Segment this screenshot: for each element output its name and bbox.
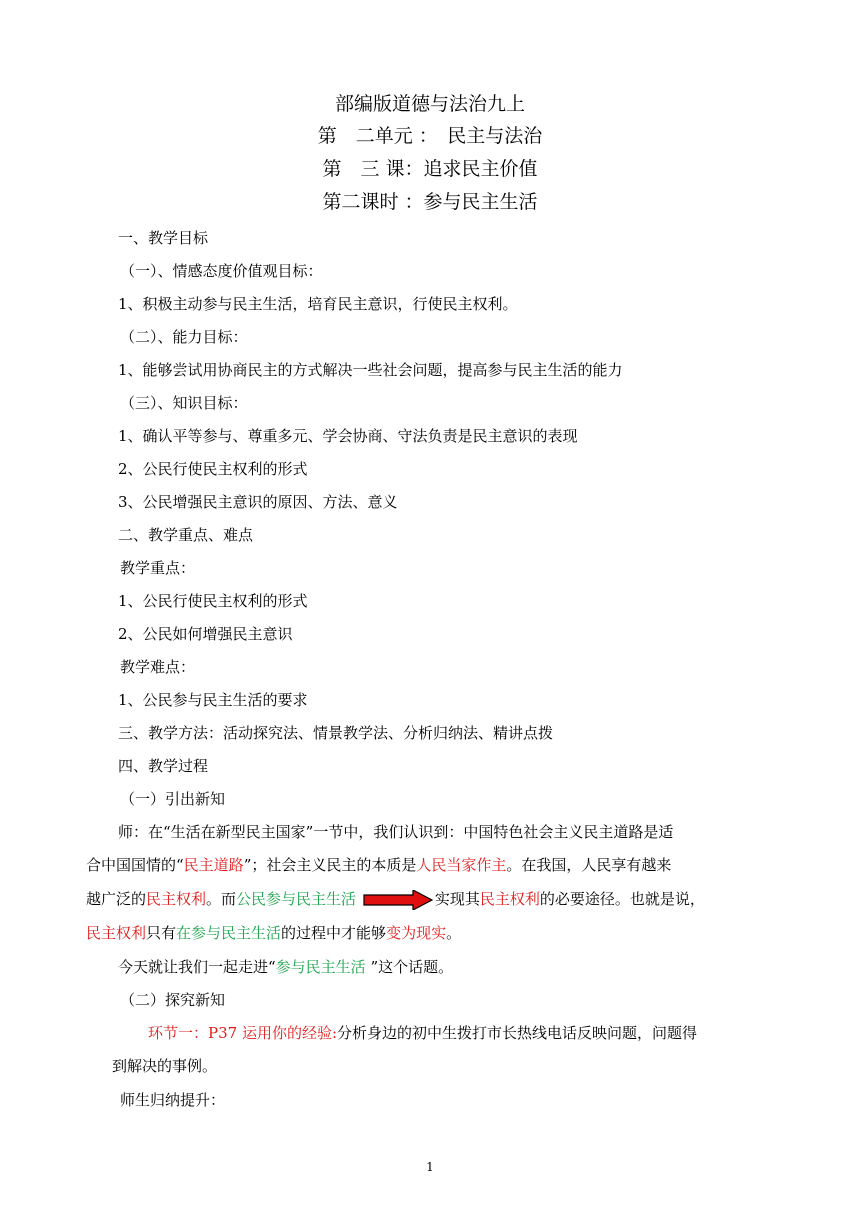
link1-line-1: 环节一：P37 运用你的经验:分析身边的初中生拨打市长热线电话反映问题，问题得 — [148, 1024, 698, 1042]
link1-line-2: 到解决的事例。 — [112, 1057, 218, 1075]
highlight-topic: 参与民主生活 — [275, 958, 366, 976]
doc-title-3: 第 三 课：追求民主价值 — [322, 158, 538, 180]
objective-item-2-1: 1、能够尝试用协商民主的方式解决一些社会问题，提高参与民主生活的能力 — [118, 361, 623, 379]
objective-item-3-1: 1、确认平等参与、尊重多元、学会协商、守法负责是民主意识的表现 — [118, 427, 578, 445]
difficulty-item-1: 1、公民参与民主生活的要求 — [118, 691, 308, 709]
doc-title-1: 部编版道德与法治九上 — [334, 93, 525, 115]
intro-para-line-4: 民主权利只有在参与民主生活的过程中才能够变为现实。 — [86, 924, 462, 942]
highlight-people-master: 人民当家作主 — [416, 856, 507, 874]
doc-title-4: 第二课时 ：参与民主生活 — [322, 191, 538, 213]
objective-sub-1: （一）、情感态度价值观目标： — [120, 262, 323, 280]
intro-para-line-2: 合中国国情的“民主道路”；社会主义民主的本质是人民当家作主。在我国，人民享有越来 — [86, 856, 672, 874]
highlight-democratic-rights: 民主权利 — [146, 890, 207, 908]
focus-item-1: 1、公民行使民主权利的形式 — [118, 592, 308, 610]
doc-title-2: 第 二单元 ： 民主与法治 — [317, 125, 543, 147]
intro-subheading: （一）引出新知 — [120, 790, 226, 808]
highlight-participation-2: 在参与民主生活 — [176, 924, 282, 942]
highlight-democracy-road: 民主道路 — [183, 856, 244, 874]
highlight-democratic-rights-2: 民主权利 — [479, 890, 540, 908]
focus-label: 教学重点： — [120, 559, 196, 577]
objective-item-1-1: 1、积极主动参与民主生活，培育民主意识，行使民主权利。 — [118, 295, 518, 313]
summary-label: 师生归纳提升： — [120, 1091, 226, 1109]
objective-sub-2: （二）、能力目标： — [120, 328, 248, 346]
highlight-become-reality: 变为现实 — [386, 924, 447, 942]
highlight-participation: 公民参与民主生活 — [236, 890, 357, 908]
difficulty-label: 教学难点： — [120, 658, 196, 676]
intro-para-line-1: 师：在“生活在新型民主国家”一节中，我们认识到：中国特色社会主义民主道路是适 — [118, 823, 674, 841]
section-keypoints-heading: 二、教学重点、难点 — [118, 526, 254, 544]
section-objectives-heading: 一、教学目标 — [118, 229, 209, 247]
objective-item-3-3: 3、公民增强民主意识的原因、方法、意义 — [118, 493, 398, 511]
objective-sub-3: （三）、知识目标： — [120, 394, 248, 412]
highlight-democratic-rights-3: 民主权利 — [86, 924, 147, 942]
focus-item-2: 2、公民如何增强民主意识 — [118, 625, 293, 643]
arrow-right-icon — [363, 890, 433, 910]
section-process-heading: 四、教学过程 — [118, 757, 209, 775]
link1-label: 环节一：P37 运用你的经验: — [148, 1024, 338, 1042]
intro-para-line-3: 越广泛的民主权利。而公民参与民主生活 实现其民主权利的必要途径。也就是说， — [86, 890, 705, 908]
explore-subheading: （二）探究新知 — [120, 991, 226, 1009]
section-methods: 三、教学方法：活动探究法、情景教学法、分析归纳法、精讲点拨 — [118, 724, 554, 742]
objective-item-3-2: 2、公民行使民主权利的形式 — [118, 460, 308, 478]
page-number: 1 — [426, 1160, 434, 1174]
topic-intro-line: 今天就让我们一起走进“参与民主生活 ”这个话题。 — [118, 958, 454, 976]
